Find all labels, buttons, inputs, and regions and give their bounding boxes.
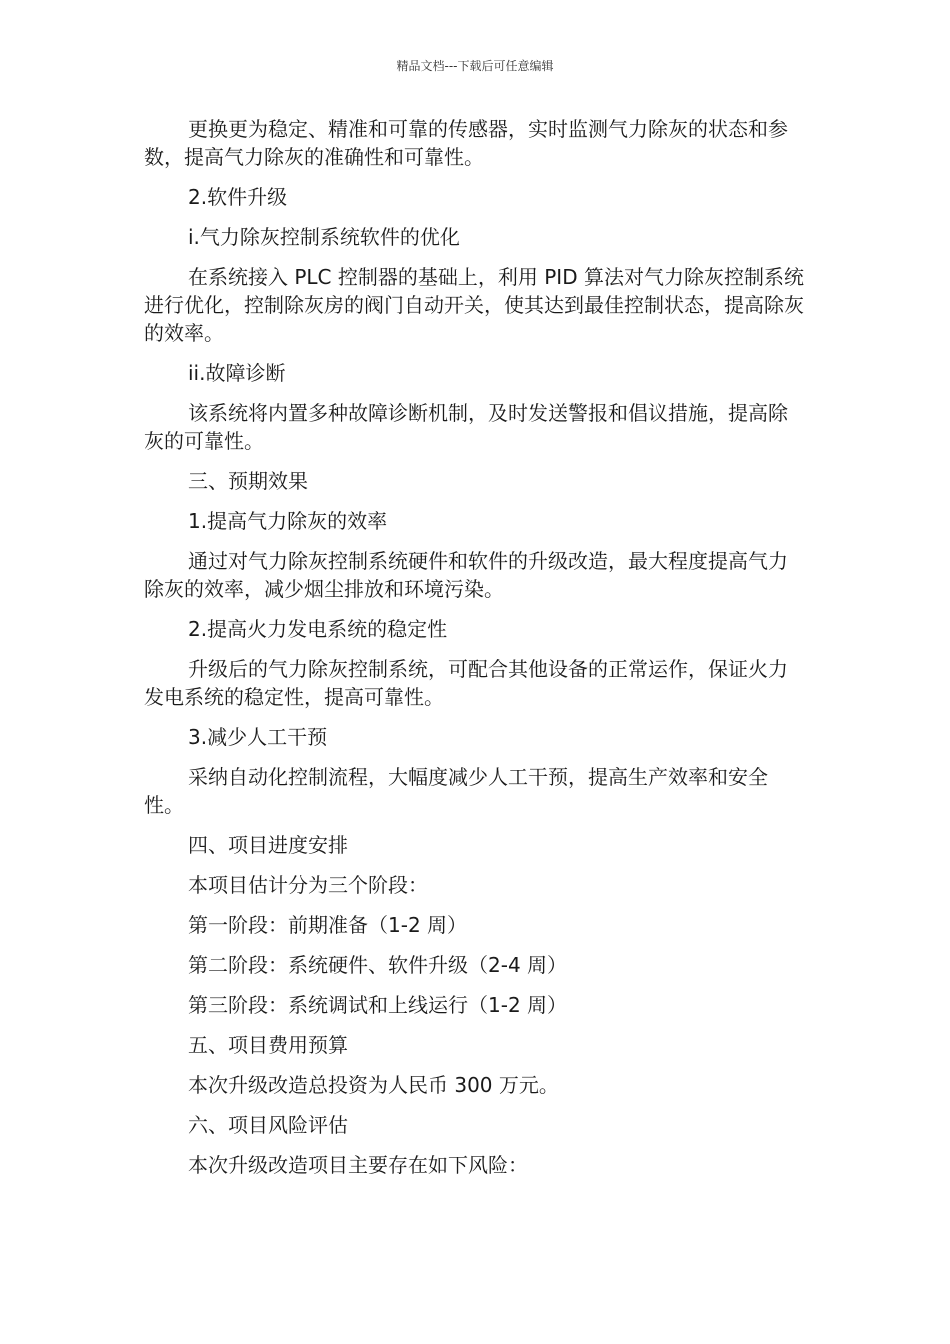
paragraph-stability: 升级后的气力除灰控制系统，可配合其他设备的正常运作，保证火力发电系统的稳定性，提高可靠性。 [144, 657, 788, 709]
paragraph-sensor-replacement: 更换更为稳定、精准和可靠的传感器，实时监测气力除灰的状态和参数，提高气力除灰的准确性和可靠性。 [144, 117, 788, 169]
paragraph-reduce-manual: 采纳自动化控制流程，大幅度减少人工干预，提高生产效率和安全性。 [144, 765, 768, 817]
heading-budget: 五、项目费用预算 [188, 1033, 348, 1057]
document-body [144, 115, 804, 1191]
paragraph-budget: 本次升级改造总投资为人民币 300 万元。 [188, 1073, 559, 1097]
heading-expected-effects: 三、预期效果 [188, 469, 308, 493]
heading-efficiency: 1.提高气力除灰的效率 [188, 509, 388, 533]
heading-schedule: 四、项目进度安排 [188, 833, 348, 857]
heading-fault-diagnosis: ii.故障诊断 [188, 361, 286, 385]
heading-software-optimization: i.气力除灰控制系统软件的优化 [188, 225, 460, 249]
heading-risk: 六、项目风险评估 [188, 1113, 348, 1137]
paragraph-efficiency: 通过对气力除灰控制系统硬件和软件的升级改造，最大程度提高气力除灰的效率，减少烟尘排放和环境污染。 [144, 549, 788, 601]
schedule-phase-2: 第二阶段：系统硬件、软件升级（2-4 周） [188, 953, 568, 977]
schedule-phase-1: 第一阶段：前期准备（1-2 周） [188, 913, 468, 937]
schedule-phase-3: 第三阶段：系统调试和上线运行（1-2 周） [188, 993, 568, 1017]
heading-reduce-manual: 3.减少人工干预 [188, 725, 328, 749]
page-header: 精品文档---下载后可任意编辑 [396, 59, 554, 73]
heading-stability: 2.提高火力发电系统的稳定性 [188, 617, 448, 641]
heading-software-upgrade: 2.软件升级 [188, 185, 288, 209]
paragraph-risk-intro: 本次升级改造项目主要存在如下风险： [188, 1153, 528, 1177]
paragraph-plc-pid: 在系统接入 PLC 控制器的基础上，利用 PID 算法对气力除灰控制系统进行优化，控制除灰房的阀门自动开关，使其达到最佳控制状态，提高除灰的效率。 [144, 265, 804, 345]
paragraph-fault-diagnosis: 该系统将内置多种故障诊断机制，及时发送警报和倡议措施，提高除灰的可靠性。 [144, 401, 788, 453]
paragraph-schedule-intro: 本项目估计分为三个阶段： [188, 873, 428, 897]
